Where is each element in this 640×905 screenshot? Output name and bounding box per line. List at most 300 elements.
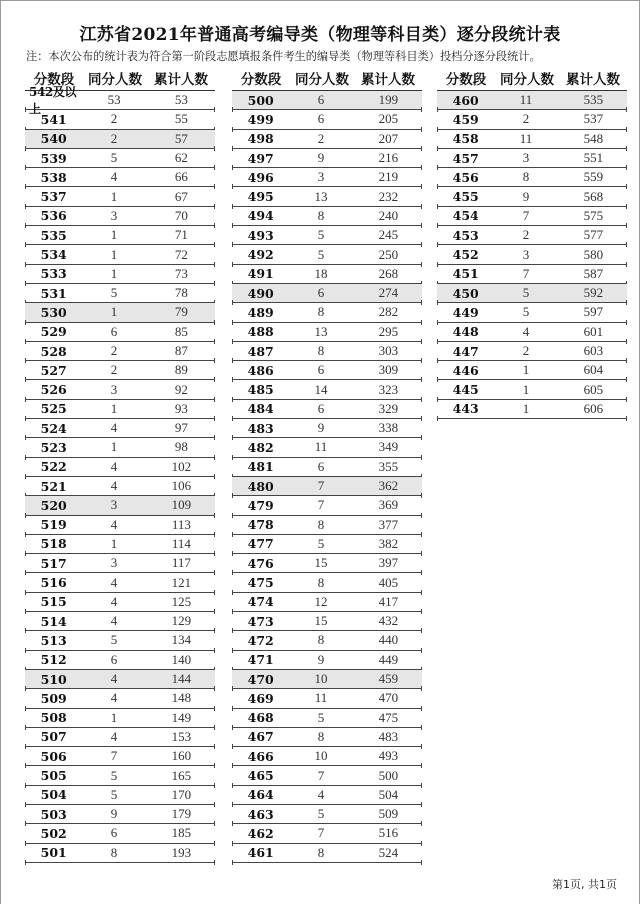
score-cell: 529 — [40, 324, 67, 340]
count-cell: 6 — [317, 362, 325, 378]
table-row — [232, 110, 422, 129]
cumulative-cell: 587 — [583, 265, 604, 281]
count-cell: 4 — [317, 786, 325, 802]
score-cell: 518 — [40, 536, 67, 552]
cumulative-cell: 500 — [378, 767, 399, 783]
table-row — [25, 651, 215, 670]
cumulative-cell: 250 — [378, 246, 399, 262]
count-cell: 3 — [522, 150, 530, 166]
cumulative-cell: 493 — [378, 748, 399, 764]
score-cell: 496 — [247, 169, 274, 185]
score-cell: 454 — [452, 208, 479, 224]
table-row — [25, 187, 215, 206]
table-row — [437, 149, 627, 168]
count-cell: 9 — [110, 806, 118, 822]
score-cell: 524 — [40, 420, 67, 436]
count-cell: 6 — [110, 651, 118, 667]
count-cell: 1 — [110, 188, 118, 204]
score-cell: 448 — [452, 324, 479, 340]
table-row — [232, 670, 422, 689]
table-row — [232, 766, 422, 785]
count-cell: 1 — [522, 362, 530, 378]
cumulative-cell: 207 — [378, 130, 399, 146]
score-cell: 469 — [247, 690, 274, 706]
score-cell: 501 — [40, 845, 67, 861]
score-cell: 522 — [40, 459, 67, 475]
table-row — [232, 651, 422, 670]
table-row — [232, 786, 422, 805]
table-row — [232, 284, 422, 303]
count-cell: 15 — [314, 613, 328, 629]
count-cell: 4 — [110, 478, 118, 494]
score-cell: 483 — [247, 420, 274, 436]
table-row — [25, 342, 215, 361]
table-header — [437, 66, 627, 91]
count-cell: 8 — [317, 574, 325, 590]
cumulative-cell: 67 — [174, 188, 188, 204]
count-cell: 4 — [110, 169, 118, 185]
count-cell: 1 — [110, 304, 118, 320]
score-cell: 541 — [40, 111, 67, 127]
count-cell: 14 — [314, 381, 328, 397]
header-score: 分数段 — [445, 72, 487, 88]
score-cell: 530 — [40, 304, 67, 320]
score-cell: 451 — [452, 266, 479, 282]
score-cell: 519 — [40, 517, 67, 533]
cumulative-cell: 597 — [583, 304, 604, 320]
cumulative-cell: 148 — [171, 690, 192, 706]
count-cell: 13 — [314, 323, 328, 339]
score-cell: 464 — [247, 787, 274, 803]
table-row — [232, 91, 422, 110]
table-row — [25, 149, 215, 168]
table-row — [25, 593, 215, 612]
cumulative-cell: 53 — [174, 92, 188, 108]
table-row — [25, 516, 215, 535]
count-cell: 9 — [317, 651, 325, 667]
document-title: 江苏省2021年普通高考编导类（物理等科目类）逐分段统计表 — [79, 25, 561, 45]
score-cell: 533 — [40, 266, 67, 282]
score-cell: 472 — [247, 632, 274, 648]
table-row — [437, 168, 627, 187]
table-row — [437, 207, 627, 226]
score-cell: 485 — [247, 382, 274, 398]
score-cell: 536 — [40, 208, 67, 224]
table-row — [232, 747, 422, 766]
cumulative-cell: 355 — [378, 458, 399, 474]
score-cell: 456 — [452, 169, 479, 185]
score-cell: 490 — [247, 285, 274, 301]
score-cell: 482 — [247, 439, 274, 455]
cumulative-cell: 449 — [378, 651, 399, 667]
score-cell: 471 — [247, 652, 274, 668]
score-cell: 486 — [247, 362, 274, 378]
cumulative-cell: 216 — [378, 150, 399, 166]
count-cell: 10 — [314, 671, 328, 687]
cumulative-cell: 382 — [378, 535, 399, 551]
table-row — [25, 612, 215, 631]
count-cell: 6 — [317, 111, 325, 127]
table-row — [437, 400, 627, 419]
score-cell: 494 — [247, 208, 274, 224]
score-cell: 463 — [247, 806, 274, 822]
cumulative-cell: 369 — [378, 497, 399, 513]
cumulative-cell: 604 — [583, 362, 604, 378]
table-row — [232, 535, 422, 554]
cumulative-cell: 559 — [583, 169, 604, 185]
score-cell: 450 — [452, 285, 479, 301]
table-row — [232, 728, 422, 747]
score-cell: 479 — [247, 497, 274, 513]
score-cell: 443 — [452, 401, 479, 417]
score-cell: 459 — [452, 111, 479, 127]
table-row — [437, 323, 627, 342]
cumulative-cell: 125 — [171, 593, 192, 609]
count-cell: 5 — [317, 227, 325, 243]
table-row — [437, 130, 627, 149]
count-cell: 6 — [317, 285, 325, 301]
table-row — [25, 670, 215, 689]
table-row — [437, 226, 627, 245]
table-row — [437, 361, 627, 380]
header-score: 分数段 — [33, 72, 75, 88]
table-row — [25, 303, 215, 322]
score-cell: 491 — [247, 266, 274, 282]
count-cell: 5 — [110, 767, 118, 783]
count-cell: 6 — [110, 323, 118, 339]
table-row — [437, 265, 627, 284]
count-cell: 6 — [317, 458, 325, 474]
score-cell: 517 — [40, 555, 67, 571]
page-footer: 第1页, 共1页 — [552, 878, 617, 891]
table-row — [232, 438, 422, 457]
cumulative-cell: 149 — [171, 709, 192, 725]
score-cell: 447 — [452, 343, 479, 359]
score-cell: 455 — [452, 189, 479, 205]
count-cell: 8 — [317, 728, 325, 744]
cumulative-cell: 240 — [378, 207, 399, 223]
cumulative-cell: 349 — [378, 439, 399, 455]
header-cumulative: 累计人数 — [361, 72, 415, 88]
score-cell: 470 — [247, 671, 274, 687]
score-cell: 475 — [247, 575, 274, 591]
table-row — [25, 747, 215, 766]
document-note: 注：本次公布的统计表为符合第一阶段志愿填报条件考生的编导类（物理等科目类）投档分逐分段统计。 — [26, 50, 541, 63]
table-row — [25, 207, 215, 226]
score-cell: 489 — [247, 304, 274, 320]
table-row — [232, 844, 422, 863]
score-cell: 457 — [452, 150, 479, 166]
table-row — [232, 303, 422, 322]
count-cell: 5 — [317, 709, 325, 725]
cumulative-cell: 548 — [583, 130, 604, 146]
count-cell: 8 — [110, 844, 118, 860]
table-row — [437, 303, 627, 322]
cumulative-cell: 113 — [171, 516, 191, 532]
cumulative-cell: 62 — [174, 150, 188, 166]
cumulative-cell: 432 — [378, 613, 399, 629]
count-cell: 7 — [522, 265, 530, 281]
score-cell: 528 — [40, 343, 67, 359]
count-cell: 3 — [522, 246, 530, 262]
score-cell: 452 — [452, 247, 479, 263]
count-cell: 2 — [110, 130, 118, 146]
count-cell: 9 — [317, 420, 325, 436]
table-row — [437, 91, 627, 110]
count-cell: 12 — [314, 593, 328, 609]
count-cell: 5 — [317, 535, 325, 551]
count-cell: 4 — [110, 728, 118, 744]
table-row — [25, 805, 215, 824]
table-body — [437, 91, 627, 419]
score-cell: 495 — [247, 189, 274, 205]
cumulative-cell: 193 — [171, 844, 192, 860]
count-cell: 7 — [317, 497, 325, 513]
table-row — [232, 593, 422, 612]
table-header — [232, 66, 422, 91]
table-row — [25, 573, 215, 592]
count-cell: 11 — [519, 92, 533, 108]
cumulative-cell: 117 — [171, 555, 191, 571]
score-cell: 504 — [40, 787, 67, 803]
count-cell: 4 — [110, 574, 118, 590]
score-cell: 488 — [247, 324, 274, 340]
header-count: 同分人数 — [88, 72, 142, 88]
cumulative-cell: 134 — [171, 632, 192, 648]
score-cell: 461 — [247, 845, 274, 861]
table-row — [232, 226, 422, 245]
score-cell: 481 — [247, 459, 274, 475]
cumulative-cell: 483 — [378, 728, 399, 744]
count-cell: 4 — [522, 323, 530, 339]
cumulative-cell: 323 — [378, 381, 399, 397]
cumulative-cell: 121 — [171, 574, 192, 590]
cumulative-cell: 160 — [171, 748, 192, 764]
cumulative-cell: 165 — [171, 767, 192, 783]
count-cell: 11 — [519, 130, 533, 146]
cumulative-cell: 601 — [583, 323, 604, 339]
cumulative-cell: 377 — [378, 516, 399, 532]
score-cell: 460 — [452, 92, 479, 108]
count-cell: 18 — [314, 265, 328, 281]
count-cell: 3 — [317, 169, 325, 185]
count-cell: 4 — [110, 593, 118, 609]
count-cell: 5 — [110, 150, 118, 166]
cumulative-cell: 537 — [583, 111, 604, 127]
cumulative-cell: 72 — [174, 246, 188, 262]
cumulative-cell: 85 — [174, 323, 188, 339]
cumulative-cell: 219 — [378, 169, 399, 185]
score-cell: 538 — [40, 169, 67, 185]
table-row — [25, 284, 215, 303]
count-cell: 1 — [110, 535, 118, 551]
cumulative-cell: 295 — [378, 323, 399, 339]
count-cell: 4 — [110, 420, 118, 436]
cumulative-cell: 440 — [378, 632, 399, 648]
cumulative-cell: 144 — [171, 671, 192, 687]
score-cell: 458 — [452, 131, 479, 147]
table-row — [25, 631, 215, 650]
score-cell: 542及以上 — [29, 85, 77, 117]
count-cell: 2 — [110, 362, 118, 378]
score-cell: 509 — [40, 690, 67, 706]
table-row — [232, 187, 422, 206]
score-cell: 508 — [40, 710, 67, 726]
cumulative-cell: 535 — [583, 92, 604, 108]
cumulative-cell: 57 — [174, 130, 188, 146]
cumulative-cell: 405 — [378, 574, 399, 590]
cumulative-cell: 55 — [174, 111, 188, 127]
table-row — [25, 844, 215, 863]
count-cell: 5 — [522, 285, 530, 301]
cumulative-cell: 592 — [583, 285, 604, 301]
score-cell: 506 — [40, 748, 67, 764]
cumulative-cell: 79 — [174, 304, 188, 320]
score-cell: 473 — [247, 613, 274, 629]
count-cell: 15 — [314, 555, 328, 571]
table-row — [437, 110, 627, 129]
count-cell: 2 — [110, 111, 118, 127]
cumulative-cell: 245 — [378, 227, 399, 243]
count-cell: 7 — [110, 748, 118, 764]
score-cell: 453 — [452, 227, 479, 243]
count-cell: 10 — [314, 748, 328, 764]
score-cell: 520 — [40, 497, 67, 513]
cumulative-cell: 551 — [583, 150, 604, 166]
table-row — [232, 631, 422, 650]
count-cell: 2 — [522, 111, 530, 127]
count-cell: 3 — [110, 497, 118, 513]
count-cell: 6 — [317, 400, 325, 416]
table-body — [25, 85, 215, 863]
score-cell: 503 — [40, 806, 67, 822]
score-cell: 462 — [247, 825, 274, 841]
cumulative-cell: 282 — [378, 304, 399, 320]
table-row — [232, 824, 422, 843]
table-row — [25, 245, 215, 264]
cumulative-cell: 109 — [171, 497, 192, 513]
count-cell: 4 — [110, 690, 118, 706]
score-cell: 468 — [247, 710, 274, 726]
table-row — [25, 400, 215, 419]
table-row — [25, 85, 215, 117]
count-cell: 1 — [522, 400, 530, 416]
table-row — [232, 323, 422, 342]
score-cell: 466 — [247, 748, 274, 764]
cumulative-cell: 603 — [583, 343, 604, 358]
count-cell: 8 — [522, 169, 530, 185]
count-cell: 3 — [110, 207, 118, 223]
table-row — [232, 149, 422, 168]
cumulative-cell: 303 — [378, 343, 399, 358]
cumulative-cell: 605 — [583, 381, 604, 397]
table-row — [437, 284, 627, 303]
count-cell: 5 — [110, 632, 118, 648]
cumulative-cell: 397 — [378, 555, 399, 571]
table-row — [232, 361, 422, 380]
count-cell: 5 — [110, 786, 118, 802]
cumulative-cell: 509 — [378, 806, 399, 822]
count-cell: 2 — [110, 343, 118, 358]
score-cell: 534 — [40, 247, 67, 263]
count-cell: 1 — [110, 265, 118, 281]
cumulative-cell: 516 — [378, 825, 399, 841]
score-cell: 521 — [40, 478, 67, 494]
table-row — [25, 265, 215, 284]
cumulative-cell: 362 — [378, 478, 399, 494]
table-row — [437, 342, 627, 361]
score-cell: 535 — [40, 227, 67, 243]
table-row — [25, 419, 215, 438]
count-cell: 2 — [317, 130, 325, 146]
count-cell: 8 — [317, 844, 325, 860]
score-cell: 516 — [40, 575, 67, 591]
count-cell: 4 — [110, 458, 118, 474]
count-cell: 11 — [314, 439, 328, 455]
count-cell: 13 — [314, 188, 328, 204]
cumulative-cell: 338 — [378, 420, 399, 436]
cumulative-cell: 153 — [171, 728, 192, 744]
count-cell: 5 — [522, 304, 530, 320]
score-cell: 493 — [247, 227, 274, 243]
table-row — [25, 130, 215, 149]
count-cell: 6 — [317, 92, 325, 108]
score-cell: 467 — [247, 729, 274, 745]
score-cell: 500 — [247, 92, 274, 108]
header-cumulative: 累计人数 — [154, 72, 208, 88]
count-cell: 1 — [522, 381, 530, 397]
table-row — [25, 458, 215, 477]
score-cell: 540 — [40, 131, 67, 147]
count-cell: 5 — [317, 806, 325, 822]
cumulative-cell: 185 — [171, 825, 192, 841]
table-row — [25, 766, 215, 785]
score-cell: 499 — [247, 111, 274, 127]
score-cell: 507 — [40, 729, 67, 745]
score-cell: 484 — [247, 401, 274, 417]
count-cell: 8 — [317, 304, 325, 320]
table-row — [25, 824, 215, 843]
cumulative-cell: 580 — [583, 246, 604, 262]
count-cell: 11 — [314, 690, 328, 706]
table-row — [232, 496, 422, 515]
cumulative-cell: 309 — [378, 362, 399, 378]
table-row — [232, 207, 422, 226]
cumulative-cell: 106 — [171, 478, 192, 494]
cumulative-cell: 98 — [174, 439, 188, 455]
count-cell: 53 — [107, 92, 121, 108]
score-cell: 497 — [247, 150, 274, 166]
score-cell: 445 — [452, 382, 479, 398]
table-row — [232, 805, 422, 824]
cumulative-cell: 92 — [174, 381, 188, 397]
table-row — [25, 226, 215, 245]
table-row — [437, 245, 627, 264]
cumulative-cell: 470 — [378, 690, 399, 706]
score-cell: 510 — [40, 671, 67, 687]
cumulative-cell: 524 — [378, 844, 399, 860]
cumulative-cell: 129 — [171, 613, 192, 629]
cumulative-cell: 179 — [171, 806, 192, 822]
score-cell: 513 — [40, 632, 67, 648]
count-cell: 2 — [522, 343, 530, 358]
count-cell: 4 — [110, 516, 118, 532]
table-row — [232, 516, 422, 535]
score-cell: 465 — [247, 768, 274, 784]
count-cell: 9 — [522, 188, 530, 204]
table-row — [25, 438, 215, 457]
cumulative-cell: 606 — [583, 400, 604, 416]
